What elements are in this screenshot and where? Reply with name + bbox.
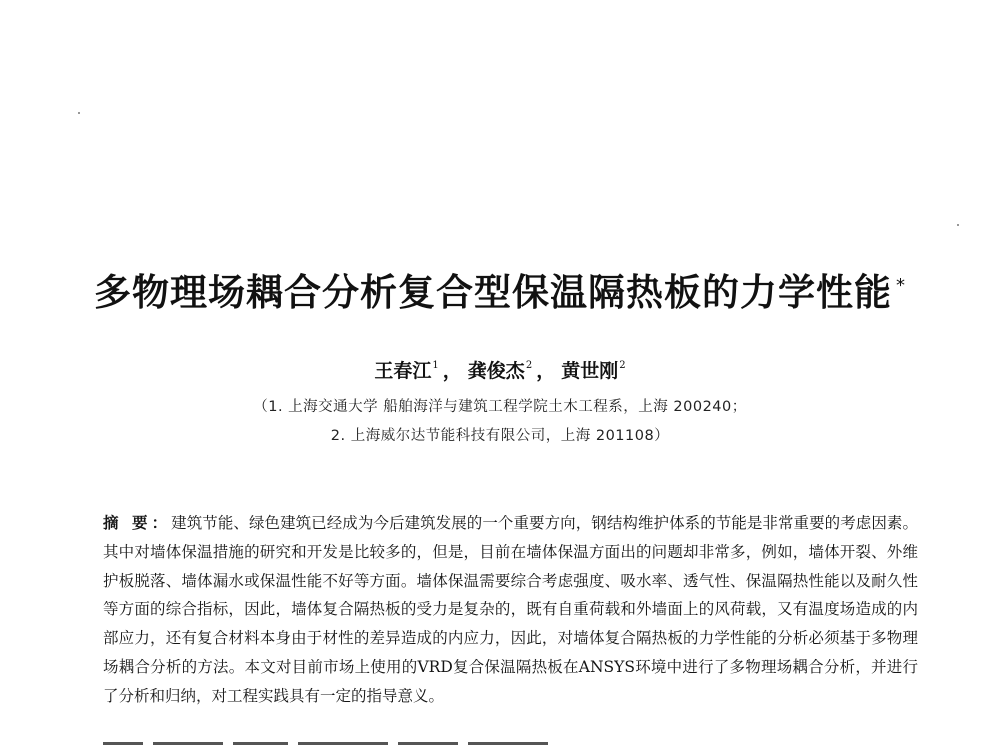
- author-name: 王春江: [374, 360, 432, 382]
- abstract-text: 建筑节能、绿色建筑已经成为今后建筑发展的一个重要方向，钢结构维护体系的节能是非常重要的考虑因素。其中对墙体保温措施的研究和开发是比较多的，但是，目前在墙体保温方面出的问题却非常多，例如，墙体开裂、外维护板脱落、墙体漏水或保温性能不好等方面。墙体保温需要综合考虑强度、吸水率、透气性、保温隔热性能以及耐久性等方面的综合指标，因此，墙体复合隔热板的受力是复杂的，既有自重荷载和外墙面上的风荷载，又有温度场造成的内部应力，还有复合材料本身由于材性的差异造成的内应力，因此，对墙体复合隔热板的力学性能的分析必须基于多物理场耦合分析的方法。本文对目前市场上使用的VRD复合保温隔热板在ANSYS环境中进行了多物理场耦合分析，并进行了分析和归纳，对工程实践具有一定的指导意义。: [103, 514, 918, 705]
- affiliation-line: （1. 上海交通大学 船舶海洋与建筑工程学院土木工程系，上海 200240；: [253, 399, 747, 415]
- paper-title-text: 多物理场耦合分析复合型保温隔热板的力学性能: [94, 271, 892, 314]
- author-affil-mark: 1: [432, 360, 439, 371]
- paper-title: [0, 262, 1000, 316]
- author-affil-mark: 2: [525, 360, 533, 371]
- title-footnote-mark: *: [896, 275, 906, 296]
- author-separator: ，: [442, 360, 462, 382]
- author-affil-mark: 2: [619, 360, 626, 371]
- affiliation-line: 2. 上海威尔达节能科技有限公司，上海 201108）: [330, 428, 670, 444]
- author-name: 龚俊杰: [467, 360, 525, 382]
- author-list: [0, 356, 1000, 383]
- author-separator: ，: [536, 360, 556, 382]
- scan-speck: [957, 224, 959, 226]
- scan-speck: [78, 112, 80, 114]
- abstract: [103, 509, 918, 711]
- cut-off-text-line: [103, 742, 603, 753]
- author-name: 黄世刚: [561, 360, 619, 382]
- abstract-label: 摘 要：: [103, 514, 172, 532]
